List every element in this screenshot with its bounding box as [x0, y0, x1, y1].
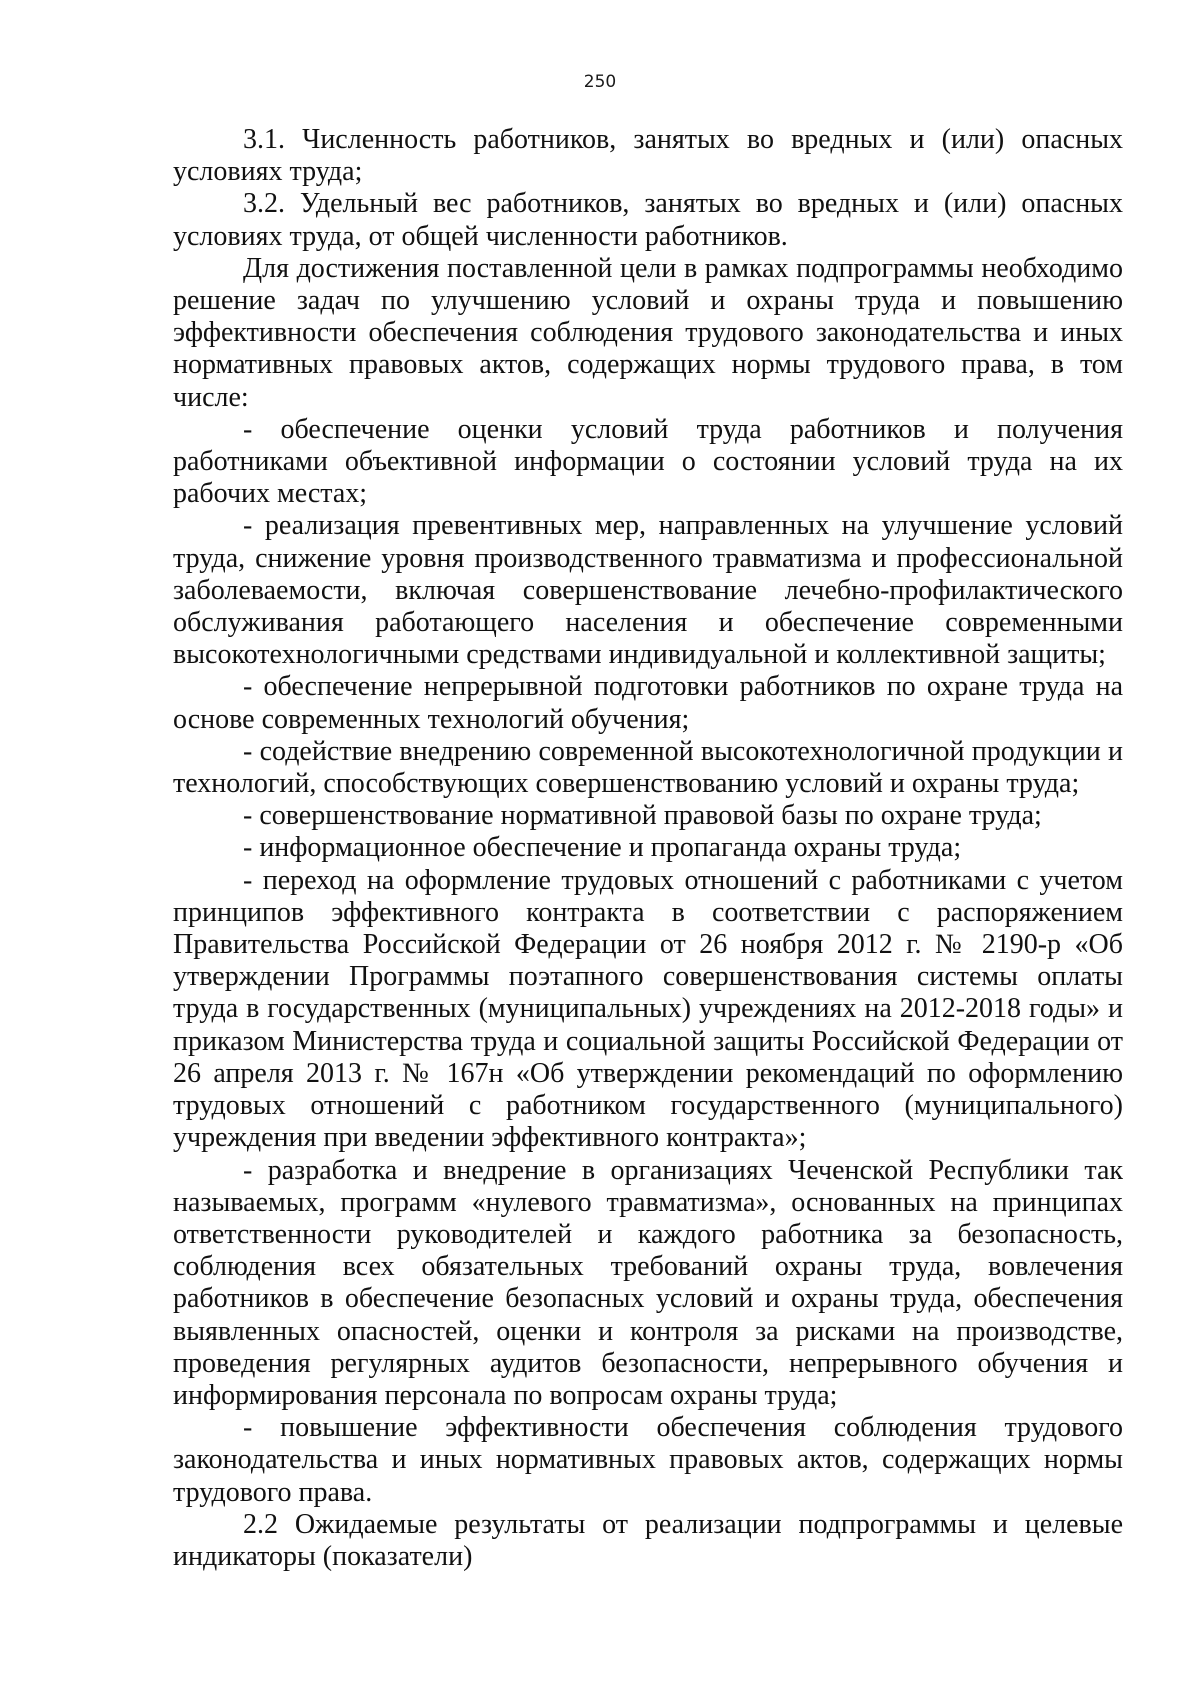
list-item-effective-contract: - переход на оформление трудовых отношений с работниками с учетом принципов эффективного контракта в соответствии с распоряжением Правительства Российской Федерации от 26 ноября 2012 г. № 2190-р «Об утверждении Программы поэтапного совершенствования системы оплаты труда в государственных (муниципальных) учреждениях на 2012-2018 годы» и приказом Министерства труда и социальной защиты Российской Федерации от 26 апреля 2013 г. № 167н «Об утверждении рекомендаций по оформлению трудовых отношений с работником государственного (муниципального) учреждения при введении эффективного контракта»;: [173, 864, 1123, 1154]
list-item-assessment: - обеспечение оценки условий труда работников и получения работниками объективной информации о состоянии условий труда на их рабочих местах;: [173, 413, 1123, 510]
list-item-training: - обеспечение непрерывной подготовки работников по охране труда на основе современных технологий обучения;: [173, 671, 1123, 735]
document-body: [173, 124, 1123, 1573]
section-heading-2-2: 2.2 Ожидаемые результаты от реализации подпрограммы и целевые индикаторы (показатели): [173, 1508, 1123, 1572]
list-item-innovation: - содействие внедрению современной высокотехнологичной продукции и технологий, способствующих совершенствованию условий и охраны труда;: [173, 735, 1123, 800]
list-item-zero-injury: - разработка и внедрение в организациях Чеченской Республики так называемых, программ «нулевого травматизма», основанных на принципах ответственности руководителей и каждого работника за безопасность, соблюдения всех обязательных требований охраны труда, вовлечения работников в обеспечение безопасных условий и охраны труда, обеспечения выявленных опасностей, оценки и контроля за рисками на производстве, проведения регулярных аудитов безопасности, непрерывного обучения и информирования персонала по вопросам охраны труда;: [173, 1154, 1123, 1411]
list-item-regulatory-base: - совершенствование нормативной правовой базы по охране труда;: [243, 800, 1042, 832]
paragraph-goal-intro: Для достижения поставленной цели в рамках подпрограммы необходимо решение задач по улучшению условий и охраны труда и повышению эффективности обеспечения соблюдения трудового законодательства и иных нормативных правовых актов, содержащих нормы трудового права, в том числе:: [173, 252, 1123, 413]
page-number: 250: [583, 72, 617, 92]
paragraph-3-2: 3.2. Удельный вес работников, занятых во вредных и (или) опасных условиях труда, от общей численности работников.: [173, 188, 1123, 252]
list-item-preventive-measures: - реализация превентивных мер, направленных на улучшение условий труда, снижение уровня производственного травматизма и профессиональной заболеваемости, включая совершенствование лечебно-профилактического обслуживания работающего населения и обеспечение современными высокотехнологичными средствами индивидуальной и коллективной защиты;: [173, 510, 1123, 671]
paragraph-3-1: 3.1. Численность работников, занятых во вредных и (или) опасных условиях труда;: [173, 124, 1123, 188]
list-item-information: - информационное обеспечение и пропаганда охраны труда;: [243, 832, 962, 864]
list-item-compliance: - повышение эффективности обеспечения соблюдения трудового законодательства и иных нормативных правовых актов, содержащих нормы трудового права.: [173, 1412, 1123, 1508]
